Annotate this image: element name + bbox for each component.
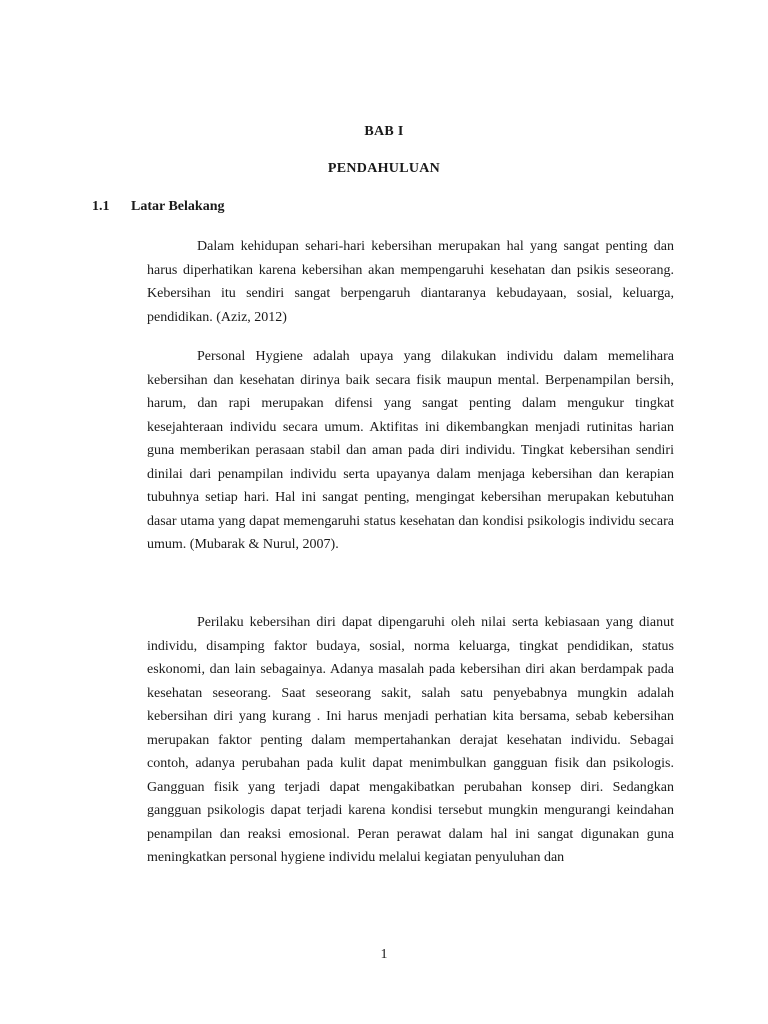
chapter-label: BAB I — [364, 124, 404, 139]
paragraph-1: Dalam kehidupan sehari-hari kebersihan merupakan hal yang sangat penting dan harus diperhatikan karena kebersihan akan mempengaruhi kesehatan dan psikis seseorang. Kebersihan itu sendiri sangat berpengaruh diantaranya kebudayaan, sosial, keluarga, pendidikan. (Aziz, 2012) — [147, 239, 674, 325]
paragraph-3: Perilaku kebersihan diri dapat dipengaruhi oleh nilai serta kebiasaan yang dianut individu, disamping faktor budaya, sosial, norma keluarga, tingkat pendidikan, status eskonomi, dan lain sebagainya. Adanya masalah pada kebersihan diri akan berdampak pada kesehatan seseorang. Saat seseorang sakit, salah satu penyebabnya mungkin adalah kebersihan diri yang kurang . Ini harus menjadi perhatian kita bersama, sebab kebersihan merupakan faktor penting dalam mempertahankan derajat kesehatan individu. Sebagai contoh, adanya perubahan pada kulit dapat menimbulkan gangguan fisik dan psikologis. Gangguan fisik yang terjadi dapat mengakibatkan perubahan konsep diri. Sedangkan gangguan psikologis dapat terjadi karena kondisi tersebut mungkin mengurangi keindahan penampilan dan reaksi emosional. Peran perawat dalam hal ini sangat digunakan guna meningkatkan personal hygiene individu melalui kegiatan penyuluhan dan — [147, 615, 674, 865]
page-number: 1 — [380, 947, 388, 962]
chapter-title: PENDAHULUAN — [327, 161, 441, 176]
section-number: 1.1 — [92, 199, 110, 214]
paragraph-2: Personal Hygiene adalah upaya yang dilakukan individu dalam memelihara kebersihan dan kesehatan dirinya baik secara fisik maupun mental. Berpenampilan bersih, harum, dan rapi merupakan difensi yang sangat penting dalam mengukur tingkat kesejahteraan individu secara umum. Aktifitas ini dikembangkan menjadi rutinitas harian guna memberikan perasaan stabil dan aman pada diri individu. Tingkat kebersihan sendiri dinilai dari penampilan individu serta upayanya dalam menjaga kebersihan dan kerapian tubuhnya setiap hari. Hal ini sangat penting, mengingat kebersihan merupakan kebutuhan dasar utama yang dapat memengaruhi status kesehatan dan kondisi psikologis individu secara umum. (Mubarak & Nurul, 2007). — [147, 349, 674, 552]
section-heading — [92, 199, 224, 215]
section-title: Latar Belakang — [131, 199, 225, 214]
